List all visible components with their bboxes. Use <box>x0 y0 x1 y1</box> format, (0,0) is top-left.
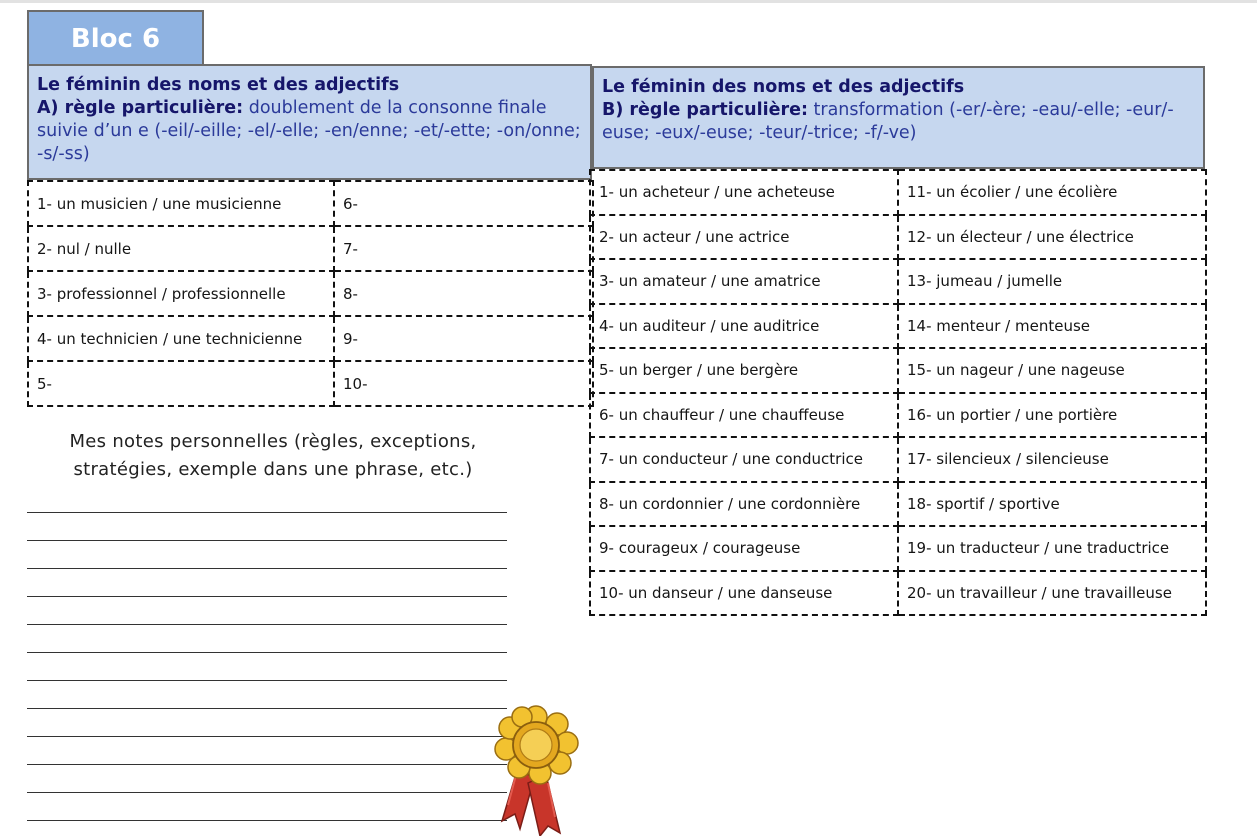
table-row <box>28 271 593 316</box>
examples-table-b <box>589 169 1207 616</box>
table-cell: 2- un acteur / une actrice <box>590 215 898 260</box>
rule-box-b <box>592 66 1205 169</box>
table-row <box>590 526 1206 571</box>
note-line <box>27 568 507 569</box>
note-line <box>27 736 507 737</box>
table-cell: 15- un nageur / une nageuse <box>898 348 1206 393</box>
award-rosette-icon <box>488 705 584 836</box>
top-border-line <box>0 0 1257 3</box>
notes-title <box>38 428 508 484</box>
table-cell: 7- un conducteur / une conductrice <box>590 437 898 482</box>
table-cell: 4- un auditeur / une auditrice <box>590 304 898 349</box>
table-cell: 17- silencieux / silencieuse <box>898 437 1206 482</box>
rule-box-a <box>27 64 592 180</box>
note-line <box>27 624 507 625</box>
table-cell: 8- <box>334 271 593 316</box>
rule-b-label: B) règle particulière: <box>602 100 808 120</box>
table-row <box>590 393 1206 438</box>
table-cell: 11- un écolier / une écolière <box>898 170 1206 215</box>
table-cell: 4- un technicien / une technicienne <box>28 316 334 361</box>
note-line <box>27 708 507 709</box>
table-cell: 16- un portier / une portière <box>898 393 1206 438</box>
table-cell: 10- <box>334 361 593 406</box>
table-cell: 14- menteur / menteuse <box>898 304 1206 349</box>
table-row <box>28 181 593 226</box>
table-cell: 10- un danseur / une danseuse <box>590 571 898 616</box>
table-row <box>590 571 1206 616</box>
table-row <box>28 226 593 271</box>
table-row <box>28 361 593 406</box>
table-row <box>590 482 1206 527</box>
note-line <box>27 512 507 513</box>
table-row <box>590 259 1206 304</box>
table-cell: 18- sportif / sportive <box>898 482 1206 527</box>
rule-a-text: doublement de la consonne finale suivie d’un e (-eil/-eille; -el/-elle; -en/enne; -et/-ette; -on/onne; -s/-ss) <box>37 98 581 164</box>
table-row <box>590 304 1206 349</box>
notes-title-line-2: stratégies, exemple dans une phrase, etc.) <box>73 459 473 480</box>
bloc-tab: Bloc 6 <box>27 10 204 65</box>
table-cell: 5- <box>28 361 334 406</box>
table-cell: 6- <box>334 181 593 226</box>
table-cell: 9- courageux / courageuse <box>590 526 898 571</box>
note-line <box>27 764 507 765</box>
table-cell: 13- jumeau / jumelle <box>898 259 1206 304</box>
table-row <box>590 348 1206 393</box>
rule-a-title: Le féminin des noms et des adjectifs <box>37 75 400 95</box>
note-line <box>27 792 507 793</box>
table-cell: 6- un chauffeur / une chauffeuse <box>590 393 898 438</box>
table-row <box>28 316 593 361</box>
note-line <box>27 596 507 597</box>
notes-title-line-1: Mes notes personnelles (règles, exceptions, <box>69 431 477 452</box>
note-line <box>27 680 507 681</box>
table-cell: 3- un amateur / une amatrice <box>590 259 898 304</box>
rule-b-text: transformation (-er/-ère; -eau/-elle; -eur/-euse; -eux/-euse; -teur/-trice; -f/-ve) <box>602 100 1174 143</box>
table-cell: 1- un acheteur / une acheteuse <box>590 170 898 215</box>
table-row <box>590 437 1206 482</box>
table-row <box>590 170 1206 215</box>
rule-b-title: Le féminin des noms et des adjectifs <box>602 77 965 97</box>
table-row <box>590 215 1206 260</box>
table-cell: 2- nul / nulle <box>28 226 334 271</box>
table-cell: 19- un traducteur / une traductrice <box>898 526 1206 571</box>
table-cell: 7- <box>334 226 593 271</box>
note-line <box>27 820 507 821</box>
table-cell: 12- un électeur / une électrice <box>898 215 1206 260</box>
table-cell: 3- professionnel / professionnelle <box>28 271 334 316</box>
examples-table-a <box>27 180 594 407</box>
table-cell: 5- un berger / une bergère <box>590 348 898 393</box>
rule-a-label: A) règle particulière: <box>37 98 244 118</box>
note-line <box>27 540 507 541</box>
table-cell: 1- un musicien / une musicienne <box>28 181 334 226</box>
table-cell: 20- un travailleur / une travailleuse <box>898 571 1206 616</box>
table-cell: 9- <box>334 316 593 361</box>
note-line <box>27 652 507 653</box>
table-cell: 8- un cordonnier / une cordonnière <box>590 482 898 527</box>
